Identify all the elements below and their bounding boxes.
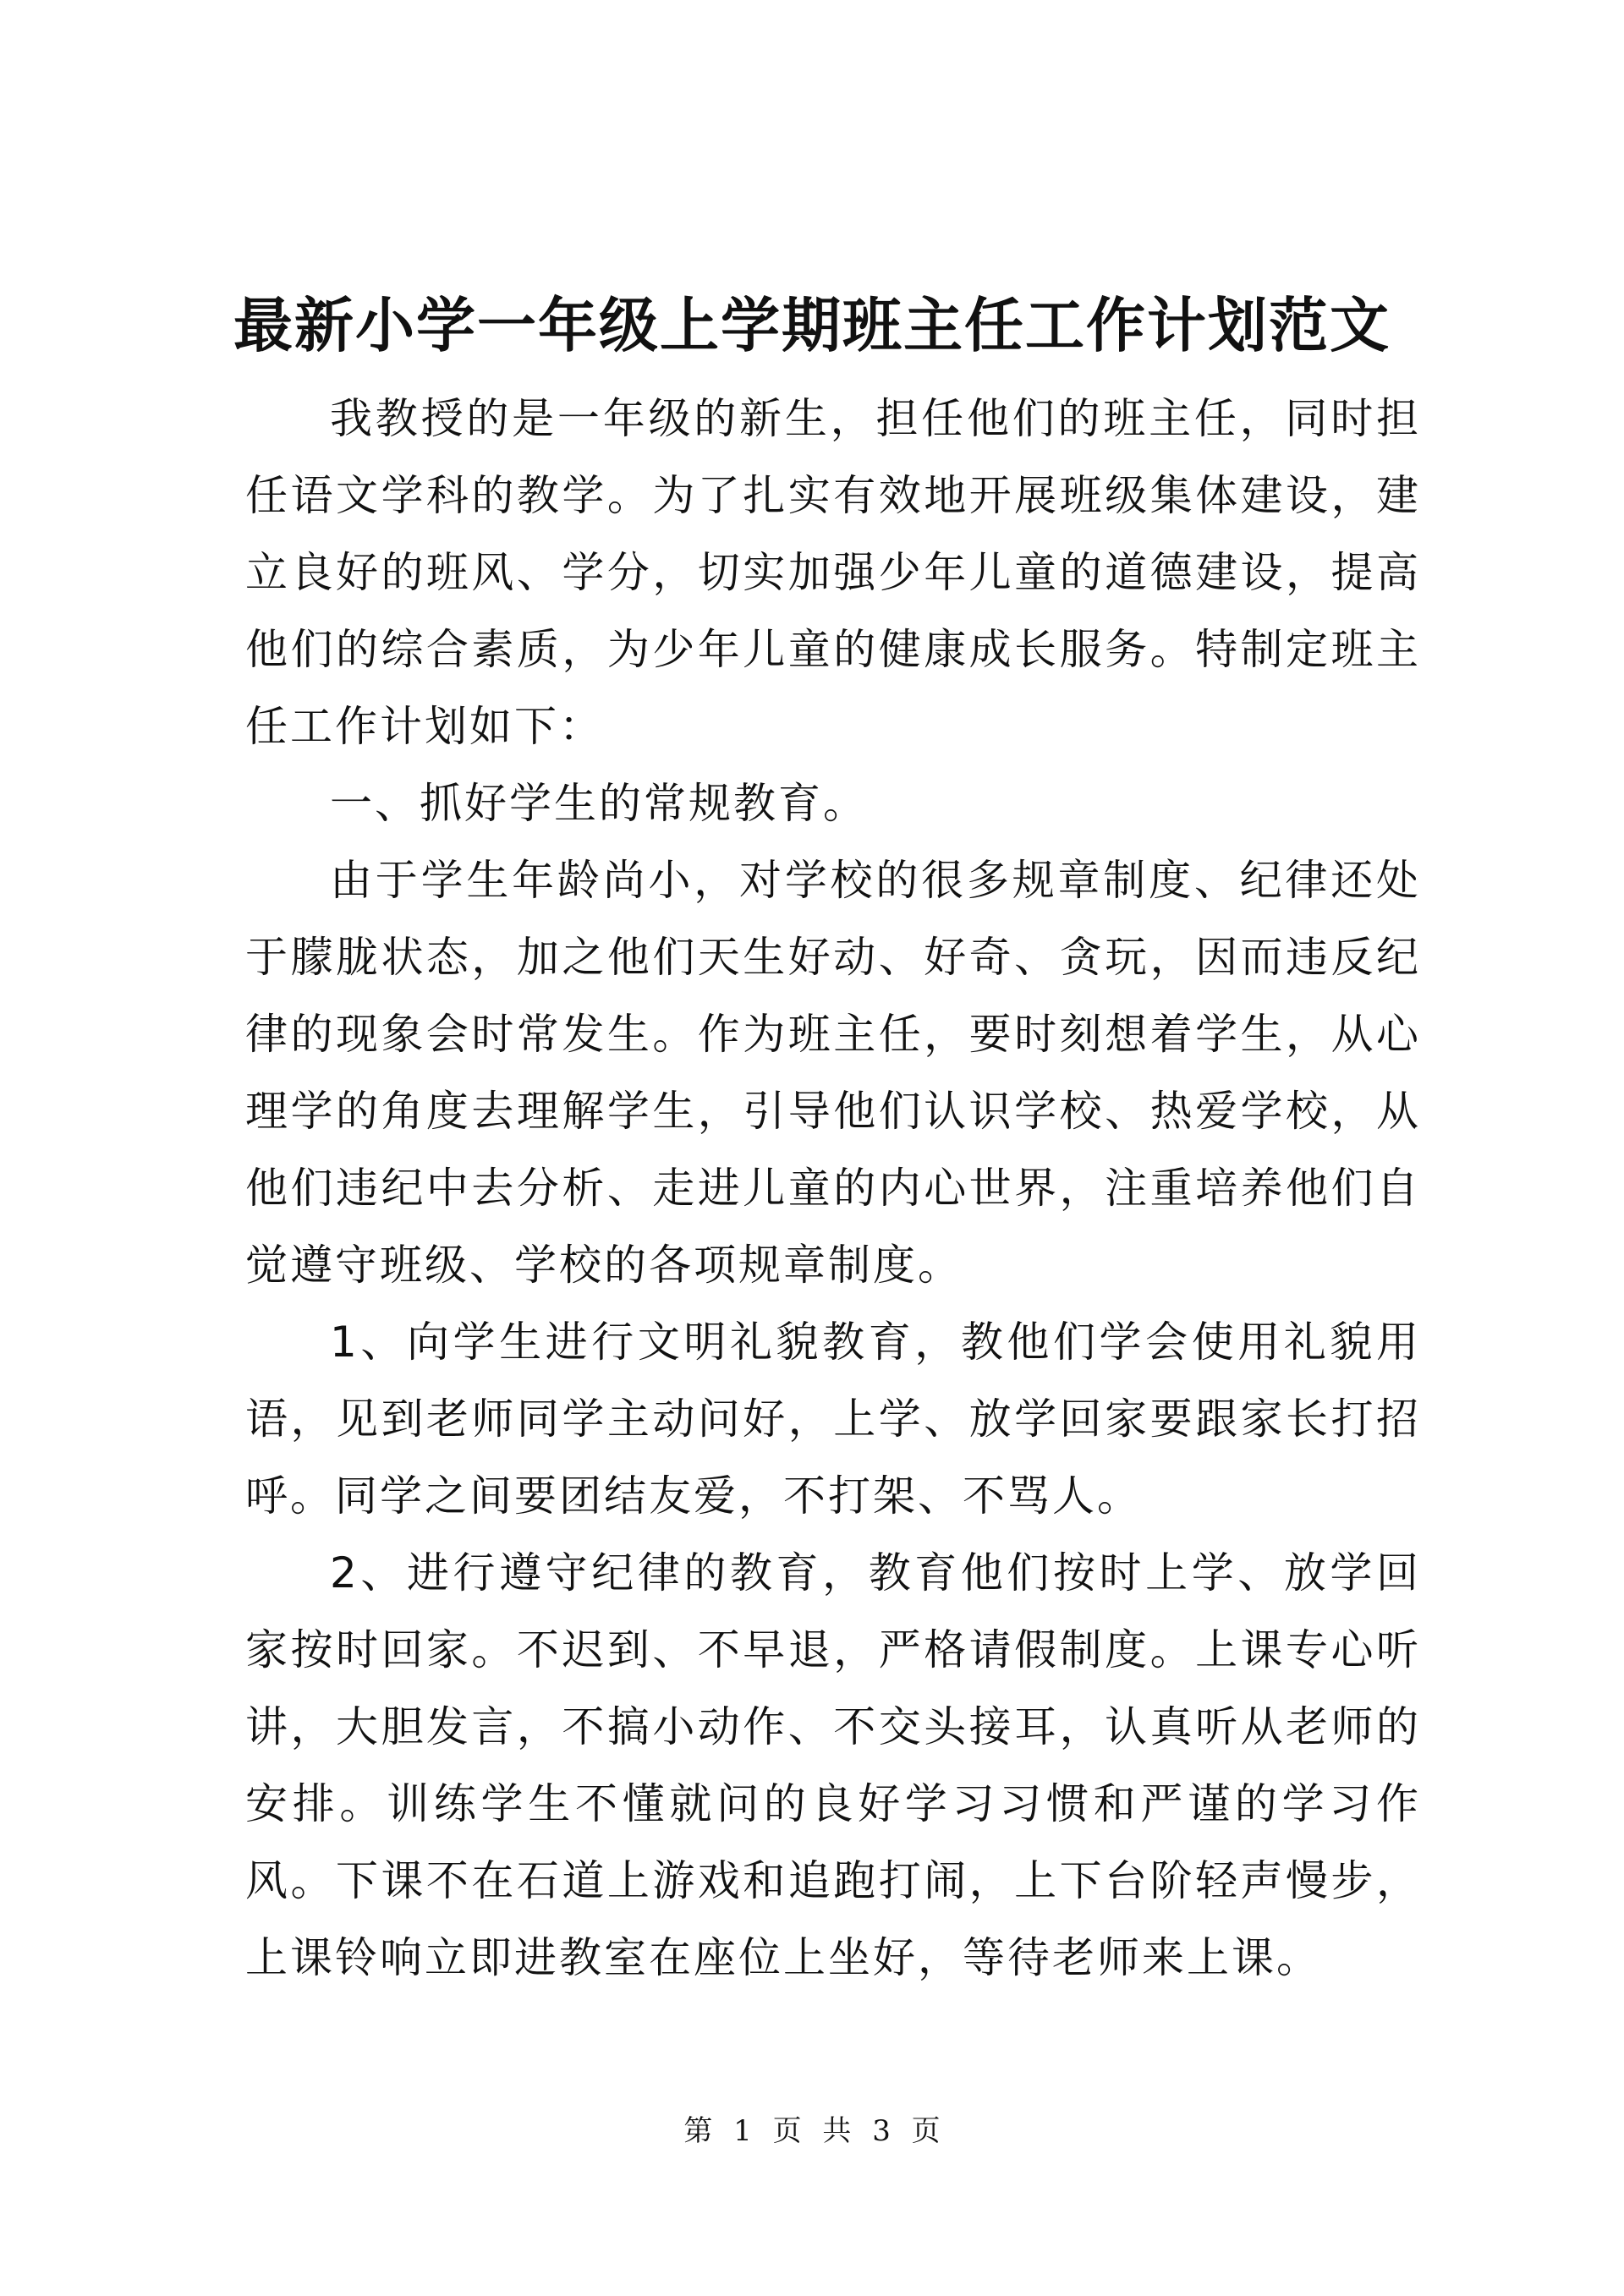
document-body	[245, 381, 1421, 1997]
paragraph-item-1: 1、向学生进行文明礼貌教育，教他们学会使用礼貌用语，见到老师同学主动问好，上学、放学回家要跟家长打招呼。同学之间要团结友爱，不打架、不骂人。	[245, 1318, 1421, 1521]
page-number-footer: 第 1 页 共 3 页	[683, 2114, 941, 2148]
paragraph-discipline: 由于学生年龄尚小，对学校的很多规章制度、纪律还处于朦胧状态，加之他们天生好动、好奇、贪玩，因而违反纪律的现象会时常发生。作为班主任，要时刻想着学生，从心理学的角度去理解学生，引导他们认识学校、热爱学校，从他们违纪中去分析、走进儿童的内心世界，注重培养他们自觉遵守班级、学校的各项规章制度。	[245, 856, 1421, 1290]
page-title: 最新小学一年级上学期班主任工作计划范文	[233, 290, 1391, 360]
section-heading-1: 一、抓好学生的常规教育。	[330, 779, 868, 828]
paragraph-intro: 我教授的是一年级的新生，担任他们的班主任，同时担任语文学科的教学。为了扎实有效地开展班级集体建设，建立良好的班风、学分，切实加强少年儿童的道德建设，提高他们的综合素质，为少年儿童的健康成长服务。特制定班主任工作计划如下：	[245, 394, 1421, 751]
paragraph-item-2: 2、进行遵守纪律的教育，教育他们按时上学、放学回家按时回家。不迟到、不早退，严格请假制度。上课专心听讲，大胆发言，不搞小动作、不交头接耳，认真听从老师的安排。训练学生不懂就问的良好学习习惯和严谨的学习作风。下课不在石道上游戏和追跑打闹，上下台阶轻声慢步，上课铃响立即进教室在座位上坐好，等待老师来上课。	[245, 1548, 1421, 1982]
